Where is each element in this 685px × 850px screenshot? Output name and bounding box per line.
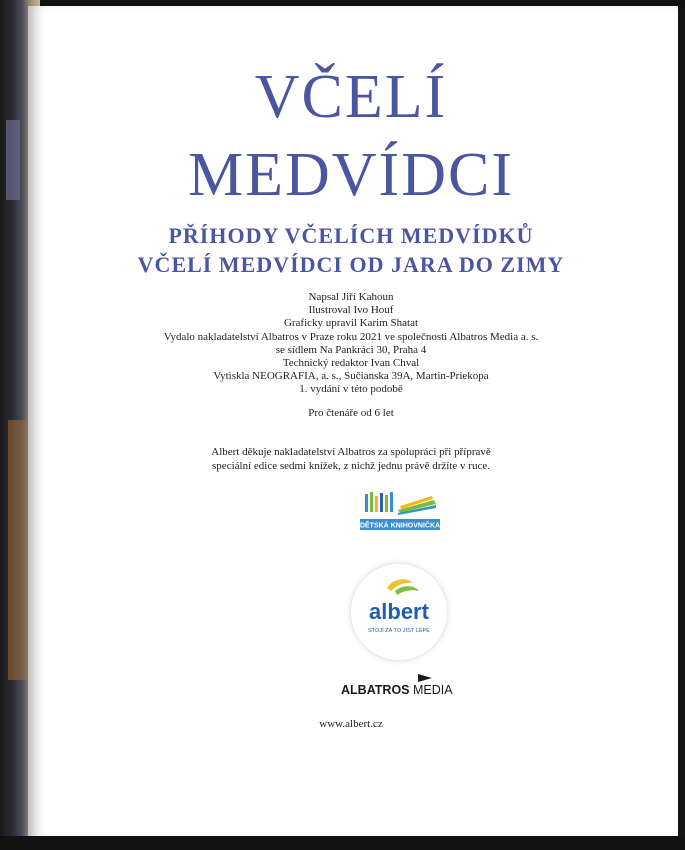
credit-line: se sídlem Na Pankráci 30, Praha 4 [275,343,427,356]
reader-age: Pro čtenáře od 6 let [308,407,394,419]
bottom-edge [0,836,685,850]
albert-leaf-green [395,586,419,595]
albatros-media: MEDIA [409,683,453,697]
thanks-note [1,446,685,473]
albatros-wordmark [341,683,453,697]
subtitle-line-2: VČELÍ MEDVÍDCI OD JARA DO ZIMY [137,252,565,277]
book-page [28,6,678,838]
albatros-bold: ALBATROS [341,683,410,697]
albatros-bird-icon [418,674,432,682]
credit-line: Technický redaktor Ivan Chval [282,357,420,370]
library-label: DĚTSKÁ KNIHOVNIČKA [360,522,440,530]
credit-line: Graficky upravil Karim Shatat [283,317,419,330]
credits-block [1,291,685,397]
title-line-1: VČELÍ [254,63,448,131]
website: www.albert.cz [319,718,383,730]
credit-line: Vytiskla NEOGRAFIA, a. s., Sučianska 39A, Martin-Priekopa [213,370,489,383]
childrens-library-logo [360,490,440,532]
albatros-media-logo [341,674,461,700]
albert-logo [351,564,447,660]
credit-line: Ilustroval Ivo Houf [308,304,394,317]
credit-line: Vydalo nakladatelství Albatros v Praze roku 2021 ve společnosti Albatros Media a. s. [163,330,539,343]
albert-slogan: STOJÍ ZA TO JÍST LÉPE [367,628,431,634]
title-line-2: MEDVÍDCI [188,141,514,209]
thanks-line-2: speciální edice sedmi knížek, z nichž jednu právě držíte v ruce. [212,459,490,472]
credit-line: 1. vydání v této podobě [299,383,403,396]
thanks-line-1: Albert děkuje nakladatelství Albatros za spolupráci při přípravě [211,446,491,458]
albert-wordmark: albert [369,599,429,624]
albert-mark [351,564,447,660]
books-icon [365,492,436,515]
credit-line: Napsal Jiří Kahoun [308,291,394,303]
subtitle-line-1: PŘÍHODY VČELÍCH MEDVÍDKŮ [168,223,534,248]
